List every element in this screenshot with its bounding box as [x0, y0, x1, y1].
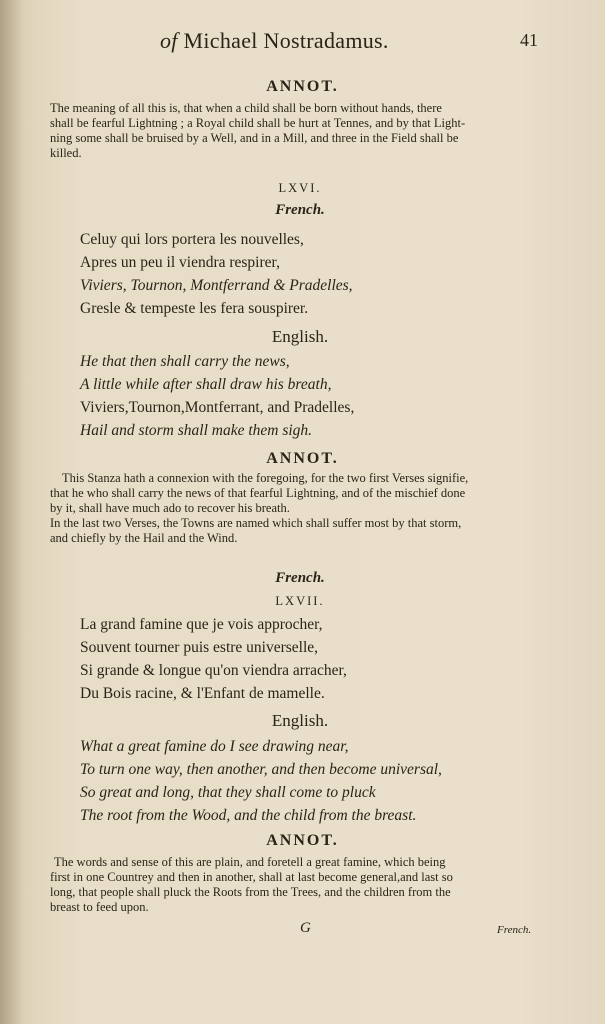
stanza-numeral-lxvi: LXVI. [278, 181, 322, 195]
annot-heading-3: ANNOT. [266, 832, 339, 849]
running-head [0, 28, 605, 58]
annot-1-line-2: shall be fearful Lightning ; a Royal child shall be hurt at Tennes, and by that Light- [50, 116, 466, 130]
english-label-lxvii: English. [271, 711, 329, 730]
french-lxvi-line-4: Gresle & tempeste les fera souspirer. [80, 300, 309, 317]
french-lxvii-line-2: Souvent tourner puis estre universelle, [80, 639, 319, 656]
title-text: Michael Nostradamus. [183, 28, 389, 53]
english-verse-lxvi [80, 350, 550, 442]
title-prefix: of [160, 28, 178, 53]
english-label-lxvi: English. [271, 327, 329, 346]
annot-2-line-5: and chiefly by the Hail and the Wind. [50, 531, 238, 545]
annot-3-line-4: breast to feed upon. [50, 900, 149, 914]
annot-text-1 [50, 101, 540, 161]
french-lxvii-line-1: La grand famine que je vois approcher, [80, 616, 323, 633]
annot-2-line-1: This Stanza hath a connexion with the foregoing, for the two first Verses signifie, [62, 471, 469, 485]
english-lxvii-line-2: To turn one way, then another, and then become universal, [80, 761, 442, 778]
english-lxvii-line-1: What a great famine do I see drawing near, [80, 738, 349, 755]
annot-3-line-1: The words and sense of this are plain, and foretell a great famine, which being [54, 855, 446, 869]
annot-1-line-4: killed. [50, 146, 82, 160]
french-label-lxvi: French. [275, 202, 325, 218]
annot-3-line-2: first in one Countrey and then in another, shall at last become general,and last so [50, 870, 453, 884]
page-footer [0, 920, 605, 940]
english-lxvi-line-4: Hail and storm shall make them sigh. [80, 422, 313, 439]
annot-1-line-3: ning some shall be bruised by a Well, and in a Mill, and three in the Field shall be [50, 131, 459, 145]
french-lxvi-line-2: Apres un peu il viendra respirer, [80, 254, 280, 271]
annot-2-line-2: that he who shall carry the news of that fearful Lightning, and of the mischief done [50, 486, 466, 500]
french-lxvii-line-4: Du Bois racine, & l'Enfant de mamelle. [80, 685, 325, 702]
french-lxvii-line-3: Si grande & longue qu'on viendra arracher, [80, 662, 347, 679]
annot-heading-2: ANNOT. [266, 450, 339, 467]
english-lxvi-line-2: A little while after shall draw his breath, [80, 376, 332, 393]
french-lxvi-line-3: Viviers, Tournon, Montferrand & Pradelles, [80, 277, 353, 294]
annot-text-3 [50, 855, 540, 915]
english-lxvi-line-3: Viviers,Tournon,Montferrant, and Pradelles, [80, 399, 355, 416]
french-verse-lxvii [80, 613, 550, 705]
annot-2-line-3: by it, shall have much ado to recover his breath. [50, 501, 290, 515]
running-title [160, 28, 389, 54]
catchword: French. [497, 924, 532, 936]
annot-3-line-3: long, that people shall pluck the Roots from the Trees, and the children from the [50, 885, 451, 899]
english-lxvii-line-3: So great and long, that they shall come to pluck [80, 784, 376, 801]
annot-heading-1: ANNOT. [266, 78, 339, 95]
english-verse-lxvii [80, 735, 550, 827]
annot-2-line-4: In the last two Verses, the Towns are named which shall suffer most by that storm, [50, 516, 462, 530]
english-lxvi-line-1: He that then shall carry the news, [80, 353, 290, 370]
stanza-numeral-lxvii: LXVII. [275, 594, 325, 608]
french-verse-lxvi [80, 228, 550, 320]
french-label-lxvii: French. [275, 570, 325, 586]
annot-text-2 [50, 471, 540, 546]
french-lxvi-line-1: Celuy qui lors portera les nouvelles, [80, 231, 304, 248]
english-lxvii-line-4: The root from the Wood, and the child from the breast. [80, 807, 417, 824]
signature-mark: G [300, 920, 311, 936]
gutter-shadow [0, 0, 24, 1024]
page-number: 41 [520, 30, 538, 50]
annot-1-line-1: The meaning of all this is, that when a child shall be born without hands, there [50, 101, 442, 115]
